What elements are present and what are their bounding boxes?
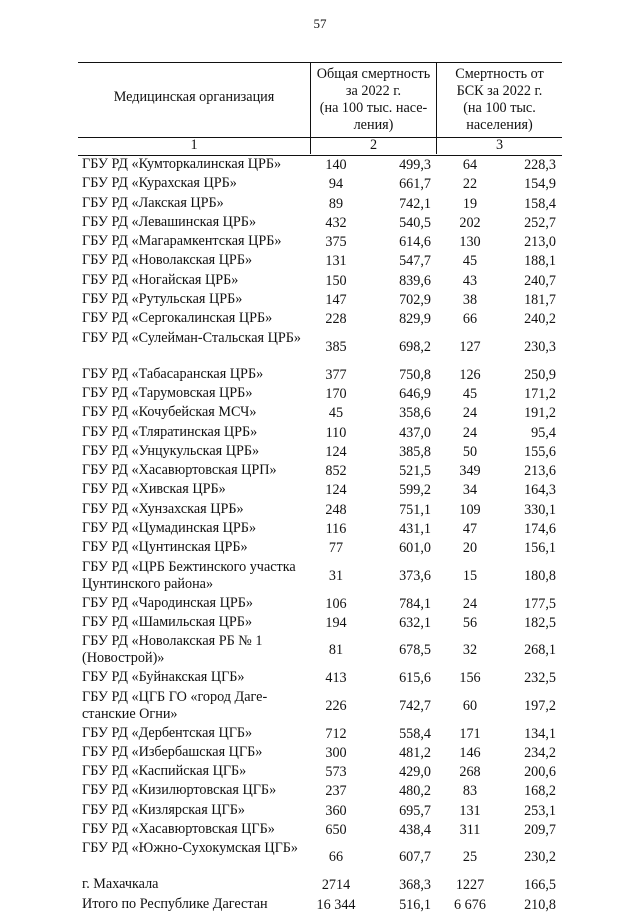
bsk-rate-cell: 177,5: [524, 595, 556, 612]
total-deaths-cell: 140: [325, 157, 347, 173]
bsk-deaths-cell: 156: [459, 670, 481, 687]
total-rate-cell: 601,0: [399, 540, 431, 557]
bsk-deaths-cell: 131: [459, 802, 481, 819]
total-rate-cell: 437,0: [399, 424, 431, 441]
bsk-rate-cell: 232,5: [524, 670, 556, 687]
bsk-deaths-cell: 24: [462, 595, 478, 612]
bsk-rate-cell: 250,9: [524, 366, 556, 383]
table-row: [78, 462, 562, 481]
total-rate-cell: 695,7: [399, 802, 431, 819]
organization-name: ГБУ РД «Сергокалинская ЦРБ»: [82, 310, 273, 327]
table-row: [78, 744, 562, 763]
header-total-line: ления): [353, 117, 394, 133]
total-deaths-cell: 237: [325, 783, 347, 800]
bsk-deaths-cell: 45: [462, 385, 478, 402]
table-row: [78, 876, 562, 895]
total-deaths-cell: 89: [328, 195, 344, 212]
organization-name: ГБУ РД «Южно-Сухокумская ЦГБ»: [82, 840, 299, 857]
total-deaths-cell: 116: [325, 521, 347, 538]
table-row: [78, 520, 562, 539]
header-bsk-mortality: [437, 66, 562, 134]
header-total-line: Общая смертность: [316, 66, 431, 82]
total-deaths-cell: 360: [325, 802, 347, 819]
table-row: [78, 481, 562, 500]
bsk-deaths-cell: 22: [462, 176, 478, 193]
bsk-deaths-cell: 45: [462, 253, 478, 270]
organization-name: ГБУ РД «Дербентская ЦГБ»: [82, 724, 253, 741]
bsk-rate-cell: 95,4: [531, 424, 556, 441]
total-deaths-cell: 124: [325, 443, 347, 460]
table-row: [78, 214, 562, 233]
total-rate-cell: 358,6: [399, 405, 431, 422]
total-rate-cell: 839,6: [399, 272, 431, 289]
total-deaths-cell: 852: [325, 463, 347, 480]
bsk-deaths-cell: 83: [462, 783, 478, 800]
total-deaths-cell: 650: [325, 822, 347, 839]
bsk-rate-cell: 174,6: [524, 521, 556, 538]
total-rate-cell: 702,9: [399, 292, 431, 309]
bsk-rate-cell: 171,2: [524, 385, 556, 402]
total-deaths-cell: 228: [325, 311, 347, 328]
organization-name: ГБУ РД «Цумадинская ЦРБ»: [82, 520, 257, 537]
bsk-deaths-cell: 66: [462, 311, 478, 328]
total-rate-cell: 429,0: [399, 764, 431, 781]
total-deaths-cell: 124: [325, 482, 347, 499]
total-rate-cell: 614,6: [399, 234, 431, 251]
header-bsk-line: (на 100 тыс.: [463, 100, 536, 116]
column-number: 1: [190, 137, 198, 153]
organization-name: ГБУ РД «Левашинская ЦРБ»: [82, 213, 257, 230]
table-header: [78, 62, 562, 138]
total-rate-cell: 742,7: [399, 697, 431, 714]
bsk-deaths-cell: 60: [462, 697, 478, 714]
organization-name: ГБУ РД «Хивская ЦРБ»: [82, 481, 226, 498]
table-body: [78, 156, 562, 915]
total-rate-cell: 385,8: [399, 443, 431, 460]
total-rate-cell: 547,7: [399, 253, 431, 270]
organization-name: ГБУ РД «Лакская ЦРБ»: [82, 194, 224, 211]
total-rate-cell: 751,1: [399, 501, 431, 518]
organization-name: ГБУ РД «Магарамкентская ЦРБ»: [82, 233, 282, 250]
bsk-deaths-cell: 202: [459, 214, 481, 231]
bsk-deaths-cell: 24: [462, 405, 478, 422]
bsk-deaths-cell: 64: [462, 157, 478, 173]
bsk-deaths-cell: 25: [462, 849, 478, 866]
organization-name: ГБУ РД «Новолакская РБ № 1 (Новострой)»: [82, 633, 263, 667]
header-total-line: за 2022 г.: [345, 83, 402, 99]
bsk-rate-cell: 181,7: [524, 292, 556, 309]
bsk-deaths-cell: 127: [459, 338, 481, 355]
table-row: [78, 689, 562, 725]
header-bsk-line: БСК за 2022 г.: [456, 83, 543, 99]
total-deaths-cell: 712: [325, 725, 347, 742]
bsk-deaths-cell: 6 676: [454, 896, 486, 913]
total-rate-cell: 615,6: [399, 670, 431, 687]
table-row: [78, 501, 562, 520]
total-deaths-cell: 377: [325, 366, 347, 383]
organization-name: ГБУ РД «Кизилюртовская ЦГБ»: [82, 782, 277, 799]
bsk-rate-cell: 164,3: [524, 482, 556, 499]
organization-name: Итого по Республике Дагестан: [82, 895, 268, 912]
organization-name: ГБУ РД «Буйнакская ЦГБ»: [82, 669, 245, 686]
table-row: [78, 595, 562, 614]
bsk-rate-cell: 180,8: [524, 567, 556, 584]
table-row: [78, 156, 562, 175]
organization-name: ГБУ РД «Шамильская ЦРБ»: [82, 613, 253, 630]
bsk-rate-cell: 330,1: [524, 501, 556, 518]
total-rate-cell: 373,6: [399, 567, 431, 584]
organization-name: ГБУ РД «Избербашская ЦГБ»: [82, 743, 263, 760]
table-row: [78, 195, 562, 214]
table-row: [78, 272, 562, 291]
table-row: [78, 539, 562, 558]
total-deaths-cell: 16 344: [316, 896, 356, 913]
bsk-rate-cell: 188,1: [524, 253, 556, 270]
table-row: [78, 840, 562, 876]
bsk-deaths-cell: 38: [462, 292, 478, 309]
total-rate-cell: 438,4: [399, 822, 431, 839]
table-row: [78, 233, 562, 252]
bsk-rate-cell: 182,5: [524, 614, 556, 631]
bsk-rate-cell: 200,6: [524, 764, 556, 781]
total-rate-cell: 678,5: [399, 642, 431, 659]
table-row: [78, 424, 562, 443]
organization-name: ГБУ РД «Сулейман-Стальская ЦРБ»: [82, 329, 301, 346]
bsk-rate-cell: 234,2: [524, 744, 556, 761]
organization-name: ГБУ РД «Кумторкалинская ЦРБ»: [82, 156, 282, 172]
total-rate-cell: 829,9: [399, 311, 431, 328]
table-row: [78, 366, 562, 385]
header-total-line: (на 100 тыс. насе-: [319, 100, 428, 116]
total-deaths-cell: 194: [325, 614, 347, 631]
bsk-rate-cell: 228,3: [524, 157, 556, 173]
total-deaths-cell: 375: [325, 234, 347, 251]
total-rate-cell: 646,9: [399, 385, 431, 402]
total-rate-cell: 742,1: [399, 195, 431, 212]
organization-name: ГБУ РД «Кизлярская ЦГБ»: [82, 801, 245, 818]
table-row: [78, 782, 562, 801]
total-rate-cell: 558,4: [399, 725, 431, 742]
organization-name: ГБУ РД «Тарумовская ЦРБ»: [82, 384, 253, 401]
table-row: [78, 175, 562, 194]
bsk-rate-cell: 191,2: [524, 405, 556, 422]
total-deaths-cell: 81: [328, 642, 344, 659]
column-number: 2: [369, 137, 378, 153]
column-numbering-row: [78, 138, 562, 156]
table-row: [78, 802, 562, 821]
total-deaths-cell: 413: [325, 670, 347, 687]
column-number: 3: [495, 137, 504, 153]
table-row: [78, 821, 562, 840]
total-rate-cell: 750,8: [399, 366, 431, 383]
total-rate-cell: 784,1: [399, 595, 431, 612]
header-organization: Медицинская организация: [113, 89, 275, 105]
total-deaths-cell: 248: [325, 501, 347, 518]
table-row: [78, 385, 562, 404]
total-deaths-cell: 170: [325, 385, 347, 402]
table-row: [78, 614, 562, 633]
organization-name: ГБУ РД «Новолакская ЦРБ»: [82, 252, 253, 269]
header-bsk-line: населения): [466, 117, 533, 133]
table-row: [78, 559, 562, 595]
organization-name: ГБУ РД «ЦГБ ГО «город Даге-станские Огни»: [82, 688, 268, 722]
bsk-rate-cell: 268,1: [524, 642, 556, 659]
bsk-deaths-cell: 20: [462, 540, 478, 557]
bsk-deaths-cell: 311: [459, 822, 481, 839]
bsk-rate-cell: 158,4: [524, 195, 556, 212]
total-deaths-cell: 131: [325, 253, 347, 270]
total-deaths-cell: 66: [328, 849, 344, 866]
table-row: [78, 763, 562, 782]
table-row: [78, 310, 562, 329]
organization-name: ГБУ РД «Курахская ЦРБ»: [82, 175, 237, 192]
total-rate-cell: 499,3: [399, 157, 431, 173]
total-deaths-cell: 110: [325, 424, 347, 441]
total-rate-cell: 481,2: [399, 744, 431, 761]
table-row: [78, 669, 562, 688]
bsk-deaths-cell: 146: [459, 744, 481, 761]
bsk-rate-cell: 197,2: [524, 697, 556, 714]
organization-name: ГБУ РД «Хасавюртовская ЦРП»: [82, 462, 277, 479]
bsk-deaths-cell: 109: [459, 501, 481, 518]
total-deaths-cell: 147: [325, 292, 347, 309]
organization-name: г. Махачкала: [82, 876, 159, 893]
organization-name: ГБУ РД «Каспийская ЦГБ»: [82, 763, 247, 780]
bsk-rate-cell: 154,9: [524, 176, 556, 193]
total-deaths-cell: 150: [325, 272, 347, 289]
total-deaths-cell: 300: [325, 744, 347, 761]
organization-name: ГБУ РД «Хасавюртовская ЦГБ»: [82, 821, 275, 838]
bsk-rate-cell: 156,1: [524, 540, 556, 557]
bsk-deaths-cell: 19: [462, 195, 478, 212]
table-row: [78, 725, 562, 744]
organization-name: ГБУ РД «Чародинская ЦРБ»: [82, 594, 254, 611]
total-rate-cell: 368,3: [399, 877, 431, 894]
organization-name: ГБУ РД «Хунзахская ЦРБ»: [82, 500, 244, 517]
total-deaths-cell: 94: [328, 176, 344, 193]
bsk-deaths-cell: 349: [459, 463, 481, 480]
total-deaths-cell: 385: [325, 338, 347, 355]
page-number: 57: [313, 16, 327, 31]
total-deaths-cell: 573: [325, 764, 347, 781]
organization-name: ГБУ РД «ЦРБ Бежтинского участка Цунтинского района»: [82, 558, 296, 592]
table-row: [78, 291, 562, 310]
bsk-deaths-cell: 56: [462, 614, 478, 631]
total-rate-cell: 607,7: [399, 849, 431, 866]
table-row: [78, 443, 562, 462]
bsk-deaths-cell: 24: [462, 424, 478, 441]
total-rate-cell: 540,5: [399, 214, 431, 231]
bsk-rate-cell: 252,7: [524, 214, 556, 231]
mortality-table: [78, 62, 562, 915]
total-deaths-cell: 226: [325, 697, 347, 714]
table-row: [78, 404, 562, 423]
bsk-deaths-cell: 34: [462, 482, 478, 499]
bsk-rate-cell: 134,1: [524, 725, 556, 742]
bsk-deaths-cell: 15: [462, 567, 478, 584]
bsk-deaths-cell: 43: [462, 272, 478, 289]
header-bsk-line: Смертность от: [455, 66, 544, 82]
total-deaths-cell: 432: [325, 214, 347, 231]
total-deaths-cell: 31: [328, 567, 344, 584]
total-rate-cell: 431,1: [399, 521, 431, 538]
bsk-rate-cell: 155,6: [524, 443, 556, 460]
bsk-deaths-cell: 268: [459, 764, 481, 781]
total-rate-cell: 661,7: [399, 176, 431, 193]
bsk-rate-cell: 253,1: [524, 802, 556, 819]
bsk-rate-cell: 168,2: [524, 783, 556, 800]
organization-name: ГБУ РД «Цунтинская ЦРБ»: [82, 539, 248, 556]
organization-name: ГБУ РД «Рутульская ЦРБ»: [82, 291, 243, 308]
total-rate-cell: 516,1: [399, 896, 431, 913]
bsk-deaths-cell: 47: [462, 521, 478, 538]
total-deaths-cell: 106: [325, 595, 347, 612]
total-rate-cell: 521,5: [399, 463, 431, 480]
bsk-rate-cell: 213,0: [524, 234, 556, 251]
organization-name: ГБУ РД «Ногайская ЦРБ»: [82, 271, 239, 288]
bsk-rate-cell: 210,8: [524, 896, 556, 913]
organization-name: ГБУ РД «Кочубейская МСЧ»: [82, 404, 257, 421]
bsk-deaths-cell: 130: [459, 234, 481, 251]
total-deaths-cell: 45: [328, 405, 344, 422]
total-rate-cell: 599,2: [399, 482, 431, 499]
total-deaths-cell: 77: [328, 540, 344, 557]
bsk-rate-cell: 240,7: [524, 272, 556, 289]
table-row: [78, 252, 562, 271]
total-rate-cell: 632,1: [399, 614, 431, 631]
table-row: [78, 633, 562, 669]
header-total-mortality: [311, 66, 436, 134]
bsk-deaths-cell: 1227: [455, 877, 485, 894]
bsk-deaths-cell: 171: [459, 725, 481, 742]
total-deaths-cell: 2714: [321, 877, 351, 894]
bsk-rate-cell: 166,5: [524, 877, 556, 894]
organization-name: ГБУ РД «Тляратинская ЦРБ»: [82, 423, 258, 440]
bsk-deaths-cell: 32: [462, 642, 478, 659]
organization-name: ГБУ РД «Табасаранская ЦРБ»: [82, 365, 264, 382]
total-rate-cell: 698,2: [399, 338, 431, 355]
bsk-rate-cell: 230,3: [524, 338, 556, 355]
total-rate-cell: 480,2: [399, 783, 431, 800]
table-row: [78, 896, 562, 915]
bsk-rate-cell: 240,2: [524, 311, 556, 328]
bsk-rate-cell: 213,6: [524, 463, 556, 480]
bsk-deaths-cell: 50: [462, 443, 478, 460]
bsk-deaths-cell: 126: [459, 366, 481, 383]
organization-name: ГБУ РД «Унцукульская ЦРБ»: [82, 442, 260, 459]
bsk-rate-cell: 209,7: [524, 822, 556, 839]
table-row: [78, 330, 562, 366]
bsk-rate-cell: 230,2: [524, 849, 556, 866]
